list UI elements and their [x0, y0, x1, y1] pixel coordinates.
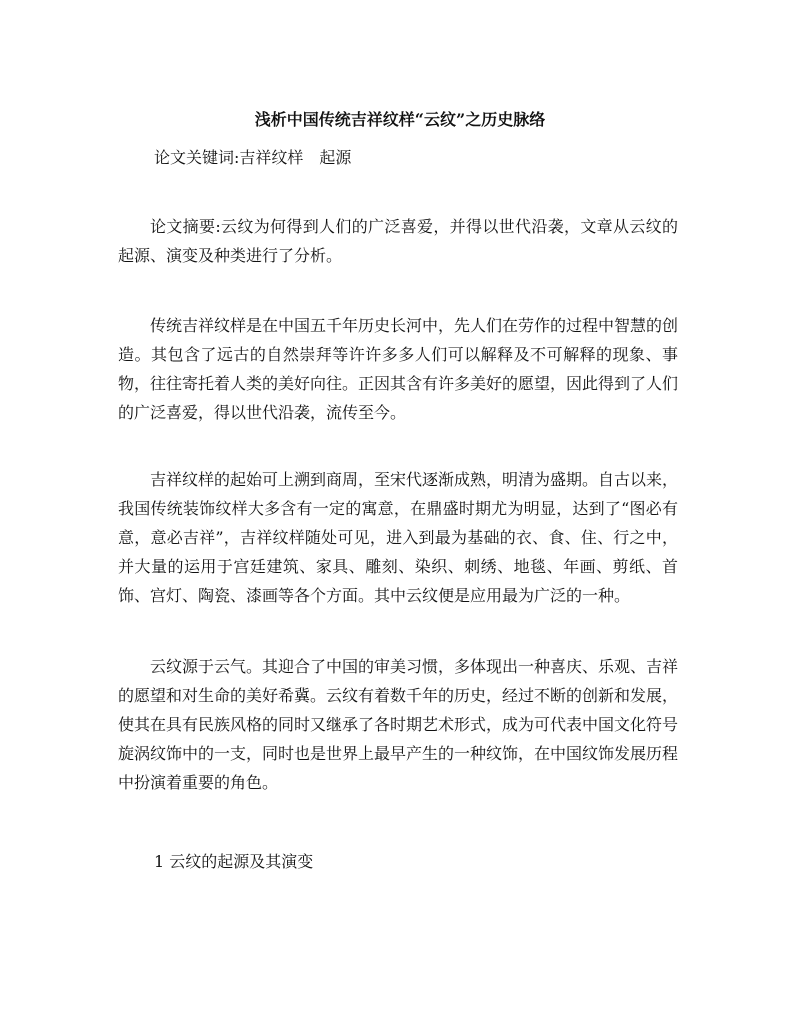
body-paragraph: 传统吉祥纹样是在中国五千年历史长河中，先人们在劳作的过程中智慧的创造。其包含了远古的自然崇拜等许许多多人们可以解释及不可解释的现象、事物，往往寄托着人类的美好向往。正因其含有许多美好的愿望，因此得到了人们的广泛喜爱，得以世代沿袭，流传至今。: [118, 316, 679, 422]
keywords-label: 论文关键词:: [154, 148, 240, 167]
abstract-paragraph: 论文摘要:云纹为何得到人们的广泛喜爱，并得以世代沿袭，文章从云纹的起源、演变及种类进行了分析。: [118, 217, 678, 265]
keyword-item: 起源: [319, 148, 352, 167]
section-heading: 1 云纹的起源及其演变: [154, 852, 314, 871]
body-paragraph: 云纹源于云气。其迎合了中国的审美习惯，多体现出一种喜庆、乐观、吉祥的愿望和对生命的美好希冀。云纹有着数千年的历史，经过不断的创新和发展，使其在具有民族风格的同时又继承了各时期艺术形式，成为可代表中国文化符号旋涡纹饰中的一支，同时也是世界上最早产生的一种纹饰，在中国纹饰发展历程中扮演着重要的角色。: [118, 657, 679, 792]
keyword-item: 吉祥纹样: [239, 148, 304, 167]
body-paragraph: 吉祥纹样的起始可上溯到商周，至宋代逐渐成熟，明清为盛期。自古以来，我国传统装饰纹样大多含有一定的寓意，在鼎盛时期尤为明显，达到了“图必有意，意必吉祥”，吉祥纹样随处可见，进入到最为基础的衣、食、住、行之中，并大量的运用于宫廷建筑、家具、雕刻、染织、刺绣、地毯、年画、剪纸、首饰、宫灯、陶瓷、漆画等各个方面。其中云纹便是应用最为广泛的一种。: [118, 470, 679, 605]
keywords-line: [154, 143, 694, 172]
document-title: 浅析中国传统吉祥纹样“云纹”之历史脉络: [254, 110, 546, 129]
